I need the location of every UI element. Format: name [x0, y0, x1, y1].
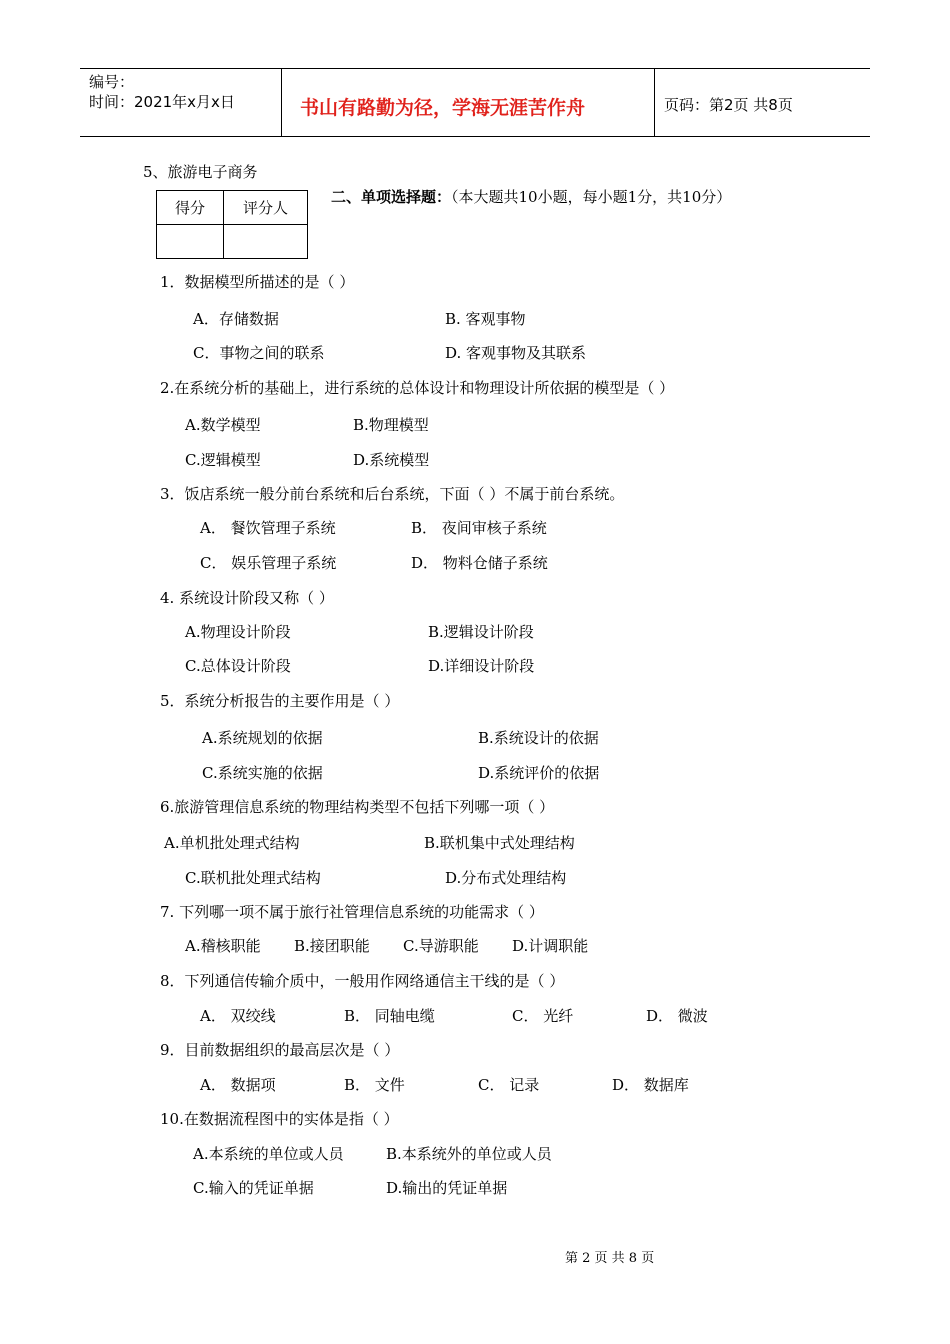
question-10-stem: 10.在数据流程图中的实体是指（ ）: [160, 1110, 399, 1128]
question-1-option-a: A．存储数据: [193, 310, 279, 328]
score-cell: [157, 225, 224, 259]
page-footer: 第 2 页 共 8 页: [565, 1251, 655, 1266]
question-5-option-d: D.系统评价的依据: [478, 764, 600, 782]
question-5-option-a: A.系统规划的依据: [202, 729, 323, 747]
header-divider-left: [281, 68, 282, 136]
question-7-option-a: A.稽核职能: [185, 937, 261, 955]
question-4-option-b: B.逻辑设计阶段: [428, 623, 534, 641]
question-5-stem: 5．系统分析报告的主要作用是（ ）: [160, 692, 400, 710]
question-8-option-c: C． 光纤: [512, 1007, 574, 1025]
question-2-option-a: A.数学模型: [185, 416, 261, 434]
question-1-option-d: D. 客观事物及其联系: [445, 344, 587, 362]
grader-cell: [224, 225, 308, 259]
question-3-option-b: B． 夜间审核子系统: [411, 519, 547, 537]
question-2-option-b: B.物理模型: [353, 416, 429, 434]
question-5-option-b: B.系统设计的依据: [478, 729, 599, 747]
question-3-option-d: D． 物料仓储子系统: [411, 554, 548, 572]
section-title: 二、单项选择题：: [331, 188, 452, 206]
score-header: 得分: [157, 191, 224, 225]
question-6-option-b: B.联机集中式处理结构: [424, 834, 575, 852]
question-1-option-c: C．事物之间的联系: [193, 344, 325, 362]
question-7-stem: 7. 下列哪一项不属于旅行社管理信息系统的功能需求（ ）: [160, 903, 544, 921]
question-8-stem: 8．下列通信传输介质中，一般用作网络通信主干线的是（ ）: [160, 972, 565, 990]
question-6-stem: 6.旅游管理信息系统的物理结构类型不包括下列哪一项（ ）: [160, 798, 555, 816]
question-2-option-d: D.系统模型: [353, 451, 430, 469]
question-7-option-b: B.接团职能: [294, 937, 370, 955]
question-2-stem: 2.在系统分析的基础上，进行系统的总体设计和物理设计所依据的模型是（ ）: [160, 379, 675, 397]
question-3-stem: 3．饭店系统一般分前台系统和后台系统，下面（ ）不属于前台系统。: [160, 485, 625, 503]
question-1-stem: 1．数据模型所描述的是（ ）: [160, 273, 355, 291]
header-top-rule: [80, 68, 870, 69]
question-6-option-c: C.联机批处理式结构: [185, 869, 321, 887]
previous-item: 5、旅游电子商务: [143, 163, 258, 181]
question-4-option-d: D.详细设计阶段: [428, 657, 535, 675]
question-9-option-a: A． 数据项: [200, 1076, 276, 1094]
question-10-option-b: B.本系统外的单位或人员: [386, 1145, 552, 1163]
header-time: 时间：2021年x月x日: [89, 93, 235, 111]
header-bottom-rule: [80, 136, 870, 137]
score-table: [156, 190, 308, 259]
question-1-option-b: B. 客观事物: [445, 310, 526, 328]
question-4-stem: 4. 系统设计阶段又称（ ）: [160, 589, 334, 607]
question-7-option-d: D.计调职能: [512, 937, 589, 955]
header-number-label: 编号：: [89, 73, 135, 91]
question-6-option-d: D.分布式处理结构: [445, 869, 567, 887]
section-note: （本大题共10小题，每小题1分，共10分）: [451, 188, 732, 206]
question-4-option-c: C.总体设计阶段: [185, 657, 291, 675]
question-3-option-c: C． 娱乐管理子系统: [200, 554, 337, 572]
question-9-option-d: D． 数据库: [612, 1076, 689, 1094]
header-motto: 书山有路勤为径，学海无涯苦作舟: [300, 97, 586, 119]
question-2-option-c: C.逻辑模型: [185, 451, 261, 469]
question-9-option-b: B． 文件: [344, 1076, 405, 1094]
question-9-stem: 9．目前数据组织的最高层次是（ ）: [160, 1041, 400, 1059]
question-8-option-a: A． 双绞线: [200, 1007, 276, 1025]
section-heading: [331, 186, 731, 207]
question-6-option-a: A.单机批处理式结构: [164, 834, 300, 852]
header-page-info: 页码：第2页 共8页: [664, 96, 793, 114]
question-7-option-c: C.导游职能: [403, 937, 479, 955]
question-3-option-a: A． 餐饮管理子系统: [200, 519, 336, 537]
question-5-option-c: C.系统实施的依据: [202, 764, 323, 782]
header-divider-right: [654, 68, 655, 136]
question-10-option-c: C.输入的凭证单据: [193, 1179, 314, 1197]
question-4-option-a: A.物理设计阶段: [185, 623, 291, 641]
grader-header: 评分人: [224, 191, 308, 225]
question-8-option-b: B． 同轴电缆: [344, 1007, 435, 1025]
question-10-option-a: A.本系统的单位或人员: [193, 1145, 344, 1163]
question-9-option-c: C． 记录: [478, 1076, 540, 1094]
question-10-option-d: D.输出的凭证单据: [386, 1179, 508, 1197]
question-8-option-d: D． 微波: [646, 1007, 708, 1025]
